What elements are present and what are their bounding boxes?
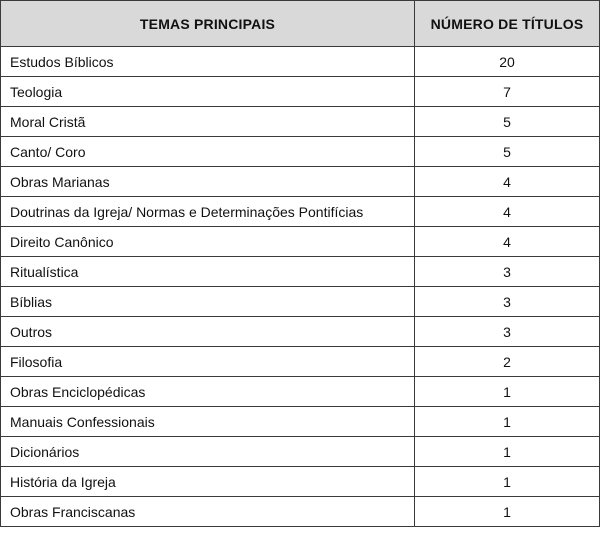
theme-cell: Dicionários [1,437,415,467]
theme-cell: Manuais Confessionais [1,407,415,437]
count-cell: 3 [415,287,600,317]
count-cell: 2 [415,347,600,377]
theme-cell: Teologia [1,77,415,107]
count-cell: 3 [415,317,600,347]
table-row [1,437,600,467]
table-row [1,287,600,317]
theme-cell: Doutrinas da Igreja/ Normas e Determinações Pontifícias [1,197,415,227]
theme-cell: Outros [1,317,415,347]
table-row [1,77,600,107]
table-row [1,197,600,227]
table-header [1,1,600,47]
theme-cell: Obras Franciscanas [1,497,415,527]
count-cell: 1 [415,437,600,467]
count-cell: 1 [415,497,600,527]
count-cell: 4 [415,197,600,227]
table-row [1,107,600,137]
count-cell: 20 [415,47,600,77]
count-cell: 7 [415,77,600,107]
count-cell: 4 [415,227,600,257]
count-cell: 5 [415,107,600,137]
table-row [1,347,600,377]
theme-cell: Estudos Bíblicos [1,47,415,77]
theme-cell: Ritualística [1,257,415,287]
table-row [1,227,600,257]
table-body [1,47,600,527]
theme-cell: História da Igreja [1,467,415,497]
table-row [1,407,600,437]
count-cell: 4 [415,167,600,197]
table-row [1,47,600,77]
header-main-themes: TEMAS PRINCIPAIS [1,1,415,47]
table-row [1,467,600,497]
count-cell: 3 [415,257,600,287]
theme-cell: Moral Cristã [1,107,415,137]
header-row [1,1,600,47]
count-cell: 5 [415,137,600,167]
count-cell: 1 [415,377,600,407]
theme-cell: Obras Enciclopédicas [1,377,415,407]
table-row [1,377,600,407]
table-row [1,317,600,347]
table-row [1,257,600,287]
count-cell: 1 [415,467,600,497]
theme-cell: Canto/ Coro [1,137,415,167]
theme-cell: Bíblias [1,287,415,317]
table-row [1,167,600,197]
table-row [1,497,600,527]
theme-cell: Direito Canônico [1,227,415,257]
theme-cell: Filosofia [1,347,415,377]
count-cell: 1 [415,407,600,437]
theme-cell: Obras Marianas [1,167,415,197]
header-title-count: NÚMERO DE TÍTULOS [415,1,600,47]
table-row [1,137,600,167]
